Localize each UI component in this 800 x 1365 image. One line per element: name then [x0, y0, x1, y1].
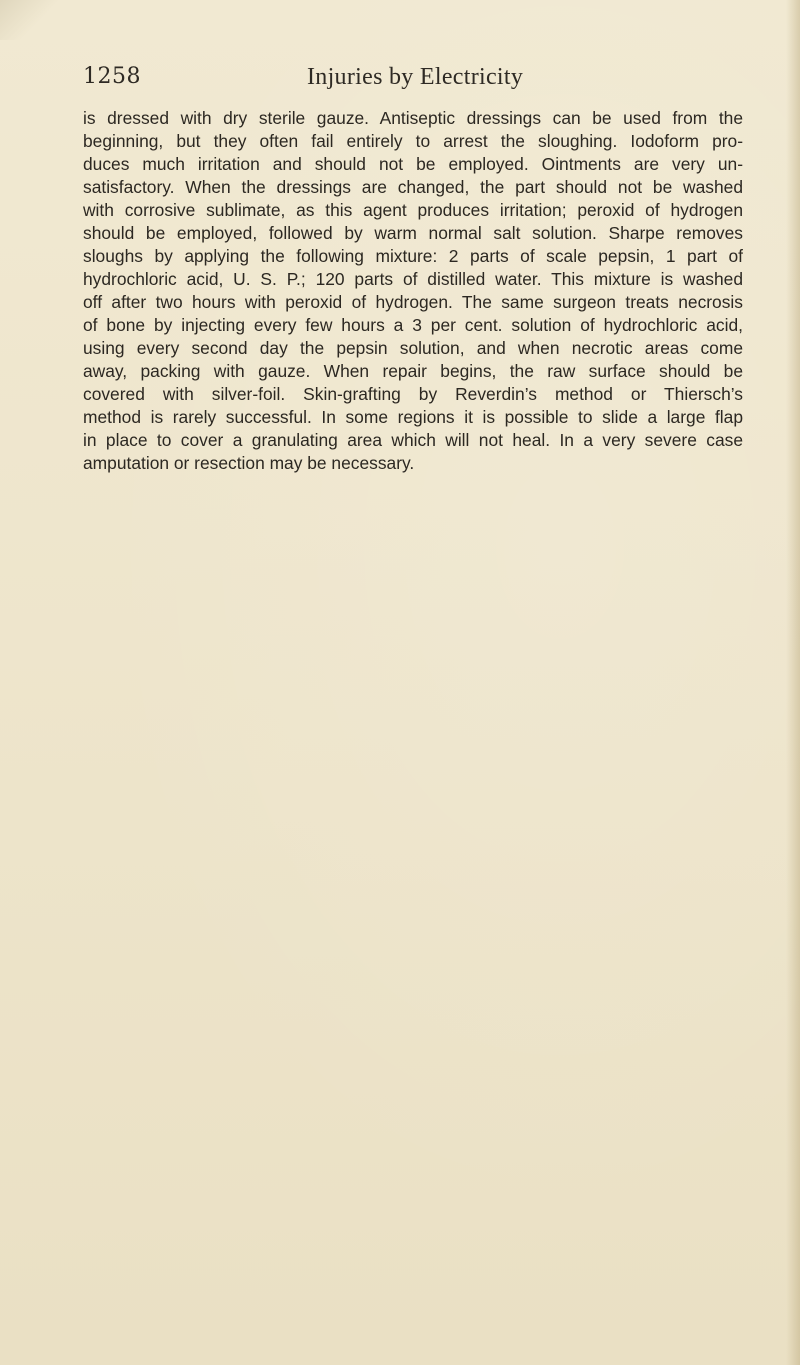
- page-edge-shadow: [786, 0, 800, 1365]
- text-line: sloughs by applying the following mixture: 2 parts of scale pepsin, 1 part of: [83, 246, 743, 266]
- text-line: off after two hours with peroxid of hydrogen. The same surgeon treats necrosis: [83, 292, 743, 312]
- text-line: duces much irritation and should not be employed. Ointments are very un-: [83, 154, 743, 174]
- text-line: beginning, but they often fail entirely to arrest the sloughing. Iodoform pro-: [83, 131, 743, 151]
- body-paragraph: [83, 107, 743, 475]
- page-number: 1258: [83, 64, 141, 89]
- running-title: Injuries by Electricity: [307, 64, 524, 90]
- text-line: in place to cover a granulating area which will not heal. In a very severe case: [83, 430, 743, 450]
- text-line: of bone by injecting every few hours a 3 per cent. solution of hydrochloric acid,: [83, 315, 743, 335]
- text-line: satisfactory. When the dressings are changed, the part should not be washed: [83, 177, 743, 197]
- text-line: is dressed with dry sterile gauze. Antiseptic dressings can be used from the: [83, 108, 743, 128]
- text-line: should be employed, followed by warm normal salt solution. Sharpe removes: [83, 223, 743, 243]
- running-head: [83, 64, 723, 98]
- text-line: using every second day the pepsin solution, and when necrotic areas come: [83, 338, 743, 358]
- page-corner-shadow: [0, 0, 60, 40]
- text-line: away, packing with gauze. When repair begins, the raw surface should be: [83, 361, 743, 381]
- text-line: with corrosive sublimate, as this agent produces irritation; peroxid of hydrogen: [83, 200, 743, 220]
- text-line: amputation or resection may be necessary.: [83, 453, 415, 473]
- text-line: covered with silver-foil. Skin-grafting by Reverdin’s method or Thiersch’s: [83, 384, 743, 404]
- text-line: method is rarely successful. In some regions it is possible to slide a large flap: [83, 407, 743, 427]
- text-line: hydrochloric acid, U. S. P.; 120 parts of distilled water. This mixture is washed: [83, 269, 743, 289]
